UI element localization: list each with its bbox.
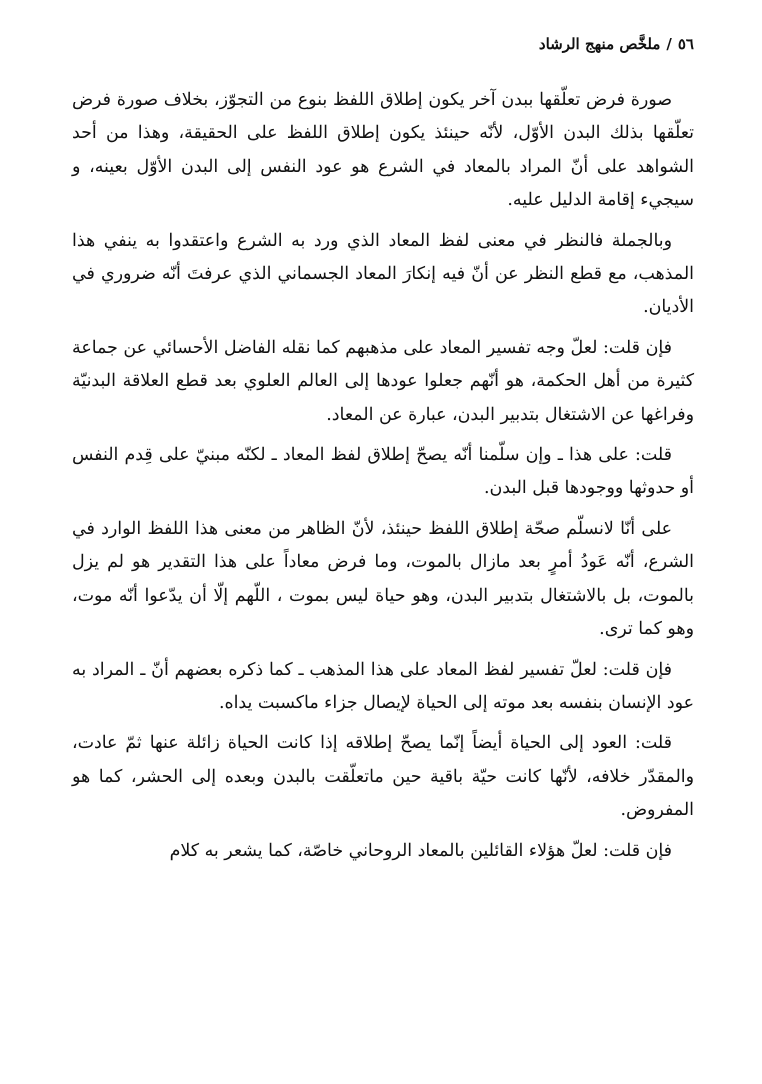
running-header xyxy=(72,30,694,58)
paragraph-6: فإن قلت: لعلّ تفسير لفظ المعاد على هذا المذهب ـ كما ذكره بعضهم أنّ ـ المراد به عود الإنسان بنفسه بعد موته إلى الحياة لإيصال جزاء ماكسبت يداه. xyxy=(72,659,694,713)
paragraph-4: قلت: على هذا ـ وإن سلّمنا أنّه يصحّ إطلاق لفظ المعاد ـ لكنّه مبنيّ على قِدم النفس أو حدوثها ووجودها قبل البدن. xyxy=(72,445,694,499)
paragraph-2: وبالجملة فالنظر في معنى لفظ المعاد الذي ورد به الشرع واعتقدوا به ينفي هذا المذهب، مع قطع النظر عن أنّ فيه إنكارَ المعاد الجسماني الذي عرفتَ أنّه ضروري في الأديان. xyxy=(72,230,694,318)
paragraph-5: على أنّا لانسلّم صحّة إطلاق اللفظ حينئذ، لأنّ الظاهر من معنى هذا اللفظ الوارد في الشرع، أنّه عَودُ أمرٍ بعد مازال بالموت، وما فرض معاداً على هذا التقدير هو لم يزل بالموت، بل بالاشتغال بتدبير البدن، وهو حياة ليس بموت ، اللّهم إلّا أن يدّعوا أنّه موت، وهو كما ترى. xyxy=(72,518,694,640)
paragraph-7: قلت: العود إلى الحياة أيضاً إنّما يصحّ إطلاقه إذا كانت الحياة زائلة عنها ثمّ عادت، والمقدّر خلافه، لأنّها كانت حيّة باقية حين ماتعلّقت بالبدن وبعده إلى الحشر، كما هو المفروض. xyxy=(72,733,694,821)
paragraph-1: صورة فرض تعلّقها ببدن آخر يكون إطلاق اللفظ بنوع من التجوّز، بخلاف صورة فرض تعلّقها بذلك البدن الأوّل، لأنّه حينئذ يكون إطلاق اللفظ على الحقيقة، وهذا من أحد الشواهد على أنّ المراد بالمعاد في الشرع هو عود النفس إلى البدن الأوّل بعينه، و سيجيء إقامة الدليل عليه. xyxy=(72,90,694,211)
paragraph-8: فإن قلت: لعلّ هؤلاء القائلين بالمعاد الروحاني خاصّة، كما يشعر به كلام xyxy=(169,840,672,861)
paragraph-3: فإن قلت: لعلّ وجه تفسير المعاد على مذهبهم كما نقله الفاضل الأحسائي عن جماعة كثيرة من أهل الحكمة، هو أنّهم جعلوا عودها إلى العالم العلوي بعد قطع العلاقة البدنيّة وفراغها عن الاشتغال بتدبير البدن، عبارة عن المعاد. xyxy=(72,337,694,425)
body-text xyxy=(72,84,694,868)
page-number: ٥٦ xyxy=(677,35,694,53)
book-title: ملخَّص منهج الرشاد xyxy=(538,35,661,53)
header-separator: / xyxy=(666,35,672,53)
